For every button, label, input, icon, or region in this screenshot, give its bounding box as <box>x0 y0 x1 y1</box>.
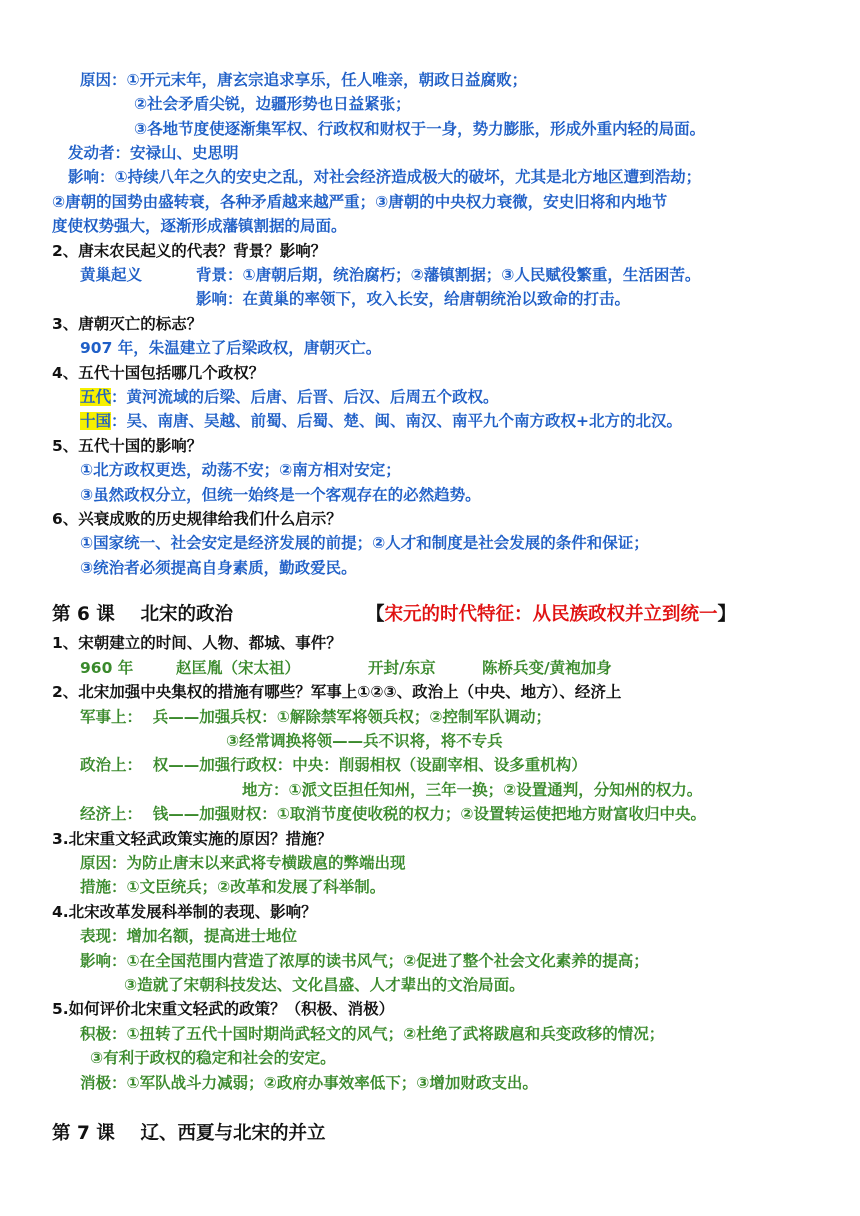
question-2: 2、唐末农民起义的代表？背景？影响？ <box>52 242 327 260</box>
l6-question-2: 2、北宋加强中央集权的措施有哪些？军事上①②③、政治上（中央、地方）、经济上 <box>52 683 622 701</box>
question-5: 5、五代十国的影响？ <box>52 437 203 455</box>
answer-6-line-2: ③统治者必须提高自身素质，勤政爱民。 <box>80 559 357 577</box>
cause-line-1: 原因：①开元末年，唐玄宗追求享乐，任人唯亲，朝政日益腐败； <box>80 71 528 89</box>
launchers-line: 发动者：安禄山、史思明 <box>68 144 239 162</box>
lesson-6-title: 第 6 课 北宋的政治 <box>52 604 234 625</box>
cause-line-3: ③各地节度使逐渐集军权、行政权和财权于一身，势力膨胀，形成外重内轻的局面。 <box>134 120 706 138</box>
positive-line-2: ③有利于政权的稳定和社会的安定。 <box>90 1049 336 1067</box>
answer-5-line-2: ③虽然政权分立，但统一始终是一个客观存在的必然趋势。 <box>80 486 481 504</box>
impact-line-1: 影响：①持续八年之久的安史之乱，对社会经济造成极大的破坏，尤其是北方地区遭到浩劫； <box>68 168 702 186</box>
uprising-impact: 影响：在黄巢的率领下，攻入长安，给唐朝统治以致命的打击。 <box>196 290 631 308</box>
wudai-highlight: 五代 <box>80 388 112 406</box>
question-4: 4、五代十国包括哪几个政权？ <box>52 364 265 382</box>
l6-question-5: 5.如何评价北宋重文轻武的政策？（积极、消极） <box>52 1000 395 1018</box>
political-line-1: 政治上： 权——加强行政权：中央：削弱相权（设副宰相、设多重机构） <box>80 756 587 774</box>
exam-impact-line-2: ③造就了宋朝科技发达、文化昌盛、人才辈出的文治局面。 <box>124 976 525 994</box>
lesson-7-title: 第 7 课 辽、西夏与北宋的并立 <box>52 1123 326 1144</box>
cause-line-2: ②社会矛盾尖锐，边疆形势也日益紧张； <box>134 95 411 113</box>
answer-5-line-1: ①北方政权更迭，动荡不安；②南方相对安定； <box>80 461 401 479</box>
positive-line-1: 积极：①扭转了五代十国时期尚武轻文的风气；②杜绝了武将跋扈和兵变政移的情况； <box>80 1025 665 1043</box>
policy-measure: 措施：①文臣统兵；②改革和发展了科举制。 <box>80 878 386 896</box>
founding-capital: 开封/东京 <box>368 659 436 677</box>
uprising-name: 黄巢起义 <box>80 266 143 284</box>
era-theme-text: 宋元的时代特征：从民族政权并立到统一 <box>384 604 718 625</box>
l6-question-4: 4.北宋改革发展科举制的表现、影响？ <box>52 903 317 921</box>
wudai-text: ：黄河流域的后梁、后唐、后晋、后汉、后周五个政权。 <box>111 388 499 406</box>
answer-6-line-1: ①国家统一、社会安定是经济发展的前提；②人才和制度是社会发展的条件和保证； <box>80 534 649 552</box>
answer-3: 907 年，朱温建立了后梁政权，唐朝灭亡。 <box>80 339 382 357</box>
l6-question-3: 3.北宋重文轻武政策实施的原因？措施？ <box>52 830 333 848</box>
economic-line: 经济上： 钱——加强财权：①取消节度使收税的权力；②设置转运使把地方财富收归中央。 <box>80 805 707 823</box>
shiguo-text: ：吴、南唐、吴越、前蜀、后蜀、楚、闽、南汉、南平九个南方政权+北方的北汉。 <box>111 412 683 430</box>
exam-impact-line-1: 影响：①在全国范围内营造了浓厚的读书风气；②促进了整个社会文化素养的提高； <box>80 952 649 970</box>
military-line-2: ③经常调换将领——兵不识将，将不专兵 <box>226 732 503 750</box>
uprising-background: 背景：①唐朝后期，统治腐朽；②藩镇割据；③人民赋役繁重，生活困苦。 <box>196 266 701 284</box>
wudai-line <box>80 387 499 407</box>
question-3: 3、唐朝灭亡的标志？ <box>52 315 203 333</box>
military-line-1: 军事上： 兵——加强兵权：①解除禁军将领兵权；②控制军队调动； <box>80 708 552 726</box>
founding-person: 赵匡胤（宋太祖） <box>176 659 301 677</box>
l6-question-1: 1、宋朝建立的时间、人物、都城、事件？ <box>52 634 342 652</box>
shiguo-line <box>80 411 682 431</box>
question-6: 6、兴衰成败的历史规律给我们什么启示？ <box>52 510 342 528</box>
era-theme: 【宋元的时代特征：从民族政权并立到统一】 <box>366 604 737 625</box>
policy-cause: 原因：为防止唐末以来武将专横跋扈的弊端出现 <box>80 854 406 872</box>
founding-year: 960 年 <box>80 659 134 677</box>
impact-line-2: ②唐朝的国势由盛转衰，各种矛盾越来越严重；③唐朝的中央权力衰微，安史旧将和内地节 <box>52 193 668 211</box>
political-line-2: 地方：①派文臣担任知州，三年一换；②设置通判，分知州的权力。 <box>242 781 703 799</box>
impact-line-3: 度使权势强大，逐渐形成藩镇割据的局面。 <box>52 217 347 235</box>
exam-show: 表现：增加名额，提高进士地位 <box>80 927 298 945</box>
shiguo-highlight: 十国 <box>80 412 112 430</box>
negative-line: 消极：①军队战斗力减弱；②政府办事效率低下；③增加财政支出。 <box>80 1074 538 1092</box>
founding-event: 陈桥兵变/黄袍加身 <box>482 659 612 677</box>
